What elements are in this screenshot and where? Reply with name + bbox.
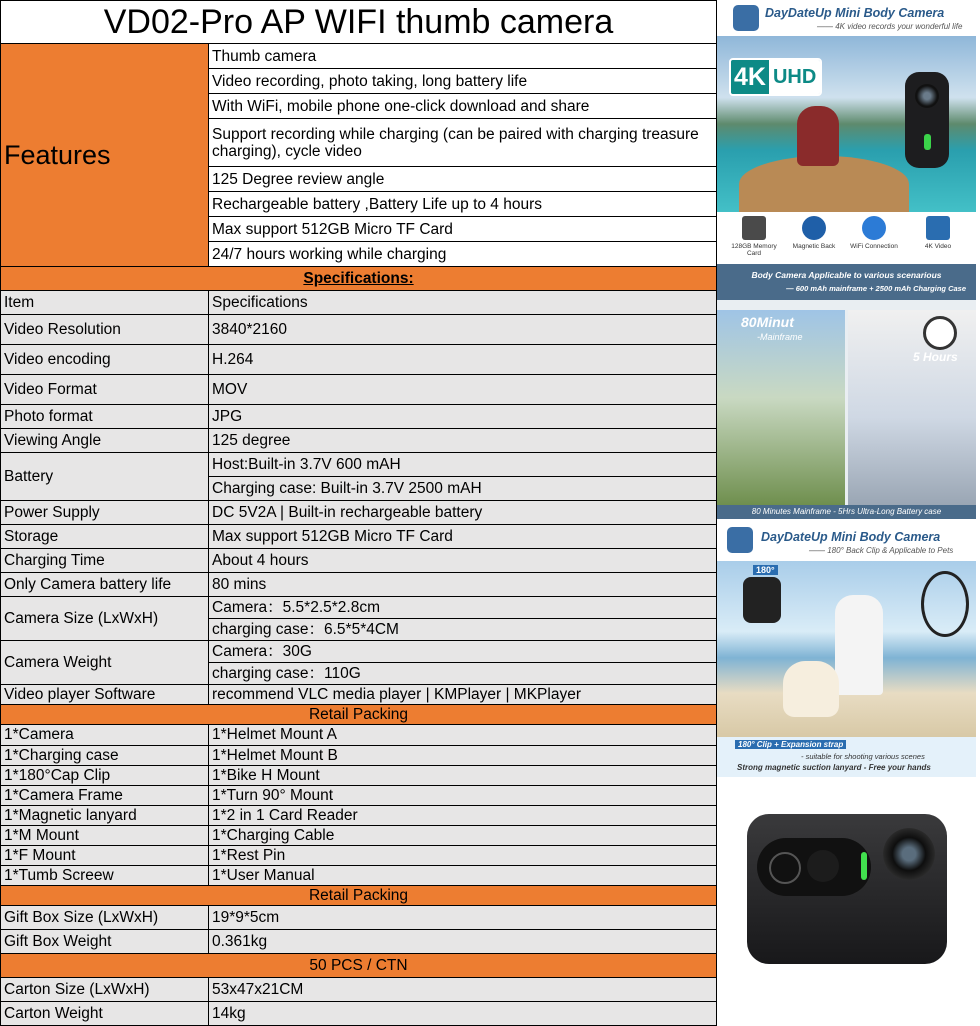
spec-label-battery-life: Only Camera battery life <box>1 573 209 597</box>
icon-label: WiFi Connection <box>850 243 898 250</box>
icon-label: Magnetic Back <box>792 243 836 250</box>
spec-value-case-weight: charging case：110G <box>209 663 717 685</box>
giftbox-heading: Retail Packing <box>1 885 717 905</box>
giftbox-size-value: 19*9*5cm <box>209 905 717 929</box>
packing-item: 1*2 in 1 Card Reader <box>209 805 717 825</box>
mainframe-minutes: 80Minut <box>741 314 794 330</box>
packing-item: 1*User Manual <box>209 865 717 885</box>
spec-label-power-supply: Power Supply <box>1 501 209 525</box>
feature-item: 24/7 hours working while charging <box>209 242 717 267</box>
feature-item: With WiFi, mobile phone one-click download and share <box>209 94 717 119</box>
giftbox-weight-label: Gift Box Weight <box>1 929 209 953</box>
button-panel <box>757 838 871 896</box>
spec-header-item: Item <box>1 291 209 315</box>
spec-value-video-format: MOV <box>209 375 717 405</box>
wifi-button-icon <box>807 850 839 882</box>
packing-item: 1*Bike H Mount <box>209 765 717 785</box>
spec-value-battery-life: 80 mins <box>209 573 717 597</box>
child-figure <box>835 595 883 695</box>
carton-size-label: Carton Size (LxWxH) <box>1 977 209 1001</box>
spec-value-camera-weight: Camera：30G <box>209 641 717 663</box>
product-image-4k <box>717 2 976 261</box>
packing-item: 1*Helmet Mount B <box>209 745 717 765</box>
feature-icons-row <box>717 212 976 261</box>
spec-value-case-size: charging case：6.5*5*4CM <box>209 619 717 641</box>
spec-value-power-supply: DC 5V2A | Built-in rechargeable battery <box>209 501 717 525</box>
spec-label-camera-weight: Camera Weight <box>1 641 209 685</box>
spec-value-charging-time: About 4 hours <box>209 549 717 573</box>
spec-label-video-format: Video Format <box>1 375 209 405</box>
power-button-icon <box>769 852 801 884</box>
spec-value-video-resolution: 3840*2160 <box>209 315 717 345</box>
spec-label-storage: Storage <box>1 525 209 549</box>
beach-scene <box>717 561 976 737</box>
wifi-feature <box>849 216 899 250</box>
packing-item: 1*180°Cap Clip <box>1 765 209 785</box>
specifications-heading: Specifications: <box>1 267 717 291</box>
packing-item: 1*F Mount <box>1 845 209 865</box>
lanyard-caption: Strong magnetic suction lanyard - Free your hands <box>737 763 931 772</box>
pets-footer <box>717 737 976 777</box>
brand-tagline: —— 180° Back Clip & Applicable to Pets <box>809 546 954 555</box>
carton-heading: 50 PCS / CTN <box>1 953 717 977</box>
battery-headline <box>717 264 976 300</box>
spec-value-photo-format: JPG <box>209 405 717 429</box>
lanyard-icon <box>921 571 969 637</box>
camera-device <box>905 72 949 168</box>
packing-item: 1*Camera Frame <box>1 785 209 805</box>
dog-logo-icon <box>727 527 753 553</box>
spec-label-video-encoding: Video encoding <box>1 345 209 375</box>
spec-label-video-resolution: Video Resolution <box>1 315 209 345</box>
clip-caption: 180° Clip + Expansion strap <box>735 740 846 749</box>
4k-uhd-badge <box>729 58 822 96</box>
magnet-icon <box>802 216 826 240</box>
packing-item: 1*Charging Cable <box>209 825 717 845</box>
feature-item: Video recording, photo taking, long battery life <box>209 69 717 94</box>
feature-item: Rechargeable battery ,Battery Life up to 4 hours <box>209 192 717 217</box>
paddler-figure <box>797 106 839 166</box>
features-label: Features <box>1 44 209 267</box>
spec-label-photo-format: Photo format <box>1 405 209 429</box>
badge-uhd: UHD <box>769 60 820 94</box>
clip-angle-badge: 180° <box>753 565 778 575</box>
packing-item: 1*Tumb Screew <box>1 865 209 885</box>
carton-weight-label: Carton Weight <box>1 1001 209 1025</box>
packing-item: 1*Charging case <box>1 745 209 765</box>
retail-packing-heading: Retail Packing <box>1 705 717 725</box>
brand-name: DayDateUp Mini Body Camera <box>765 6 945 20</box>
status-led <box>924 134 931 150</box>
carton-weight-value: 14kg <box>209 1001 717 1025</box>
product-image-camera <box>717 780 976 980</box>
icon-label: 4K Video <box>924 243 952 250</box>
memory-card-feature <box>729 216 779 257</box>
feature-item: Support recording while charging (can be paired with charging treasure charging), cycle video <box>209 119 717 167</box>
spec-value-video-encoding: H.264 <box>209 345 717 375</box>
spec-value-battery-case: Charging case: Built-in 3.7V 2500 mAH <box>209 477 717 501</box>
status-led <box>861 852 867 880</box>
icon-label: 128GB Memory Card <box>731 243 777 257</box>
mainframe-label: -Mainframe <box>757 332 803 342</box>
back-clip-icon <box>743 577 781 623</box>
memory-card-icon <box>742 216 766 240</box>
brand-bar <box>717 2 976 36</box>
spec-label-camera-size: Camera Size (LxWxH) <box>1 597 209 641</box>
office-photo <box>848 310 976 505</box>
packing-item: 1*Helmet Mount A <box>209 725 717 745</box>
spec-label-battery: Battery <box>1 453 209 501</box>
giftbox-size-label: Gift Box Size (LxWxH) <box>1 905 209 929</box>
feature-item: Thumb camera <box>209 44 717 69</box>
brand-logo-icon <box>733 5 759 31</box>
spec-label-player-software: Video player Software <box>1 685 209 705</box>
packing-item: 1*Rest Pin <box>209 845 717 865</box>
spec-value-storage: Max support 512GB Micro TF Card <box>209 525 717 549</box>
clip-subcaption: - suitable for shooting various scenes <box>801 752 925 761</box>
product-image-battery <box>717 264 976 519</box>
camera-lens-icon <box>915 84 939 108</box>
badge-4k: 4K <box>731 60 769 94</box>
battery-headline-text: Body Camera Applicable to various scenarious <box>751 270 942 280</box>
spec-value-player-software: recommend VLC media player | KMPlayer | MKPlayer <box>209 685 717 705</box>
battery-subline: — 600 mAh mainframe + 2500 mAh Charging Case <box>786 284 966 293</box>
page-title: VD02-Pro AP WIFI thumb camera <box>1 1 717 44</box>
battery-footer: 80 Minutes Mainframe - 5Hrs Ultra-Long Battery case <box>717 505 976 519</box>
kayak-scene <box>717 36 976 212</box>
feature-item: Max support 512GB Micro TF Card <box>209 217 717 242</box>
spec-header-value: Specifications <box>209 291 717 315</box>
eye-icon <box>926 216 950 240</box>
packing-item: 1*Turn 90° Mount <box>209 785 717 805</box>
magnetic-back-feature <box>789 216 839 250</box>
spec-value-camera-size: Camera：5.5*2.5*2.8cm <box>209 597 717 619</box>
brand-bar <box>717 521 976 561</box>
feature-item: 125 Degree review angle <box>209 167 717 192</box>
clock-icon <box>923 316 957 350</box>
case-hours: 5 Hours <box>913 350 958 364</box>
spec-label-charging-time: Charging Time <box>1 549 209 573</box>
packing-item: 1*Camera <box>1 725 209 745</box>
packing-item: 1*Magnetic lanyard <box>1 805 209 825</box>
camera-front-view <box>747 814 947 964</box>
carton-size-value: 53x47x21CM <box>209 977 717 1001</box>
giftbox-weight-value: 0.361kg <box>209 929 717 953</box>
camera-lens-icon <box>883 828 935 880</box>
spec-value-viewing-angle: 125 degree <box>209 429 717 453</box>
dog-figure <box>783 661 839 717</box>
wifi-icon <box>862 216 886 240</box>
brand-tagline: —— 4K video records your wonderful life <box>817 22 963 31</box>
spec-label-viewing-angle: Viewing Angle <box>1 429 209 453</box>
brand-name: DayDateUp Mini Body Camera <box>761 530 941 544</box>
packing-item: 1*M Mount <box>1 825 209 845</box>
spec-value-battery-host: Host:Built-in 3.7V 600 mAH <box>209 453 717 477</box>
product-image-pets <box>717 521 976 777</box>
4k-video-feature <box>913 216 963 250</box>
